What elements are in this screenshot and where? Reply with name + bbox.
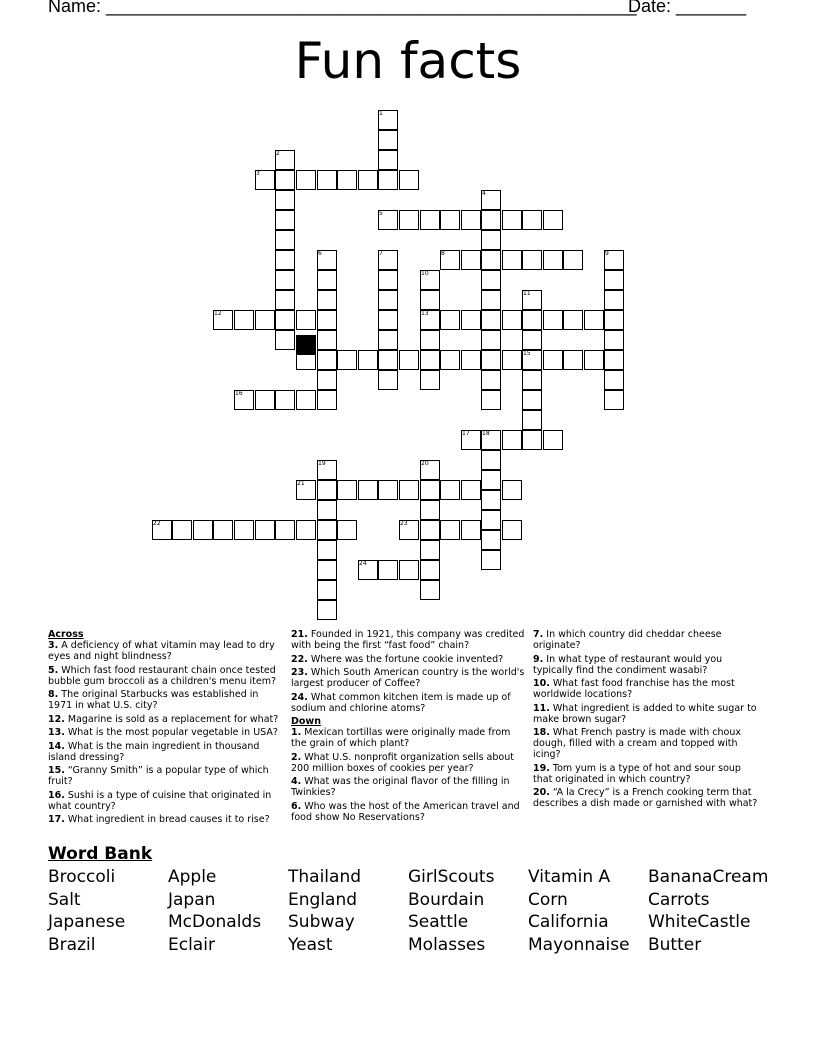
clue — [291, 727, 527, 749]
crossword-cell[interactable] — [563, 350, 583, 370]
crossword-cell[interactable] — [399, 210, 419, 230]
crossword-cell[interactable] — [522, 330, 542, 350]
word-bank-word: Vitamin A — [528, 867, 611, 887]
clue-section-heading: Across — [48, 629, 84, 640]
crossword-cell[interactable] — [317, 330, 337, 350]
clue-number: 4. — [291, 776, 302, 787]
crossword-cell[interactable] — [275, 250, 295, 270]
clue-number: 7 — [379, 250, 383, 257]
crossword-cell[interactable] — [275, 310, 295, 330]
crossword-cell[interactable] — [481, 330, 501, 350]
clue-number: 12 — [214, 310, 222, 317]
crossword-cell[interactable] — [543, 310, 563, 330]
crossword-cell[interactable] — [317, 270, 337, 290]
clue-text: Tom yum is a type of hot and sour soup that originated in which country? — [533, 762, 741, 785]
clue — [533, 787, 763, 809]
clue-number: 16. — [48, 789, 65, 801]
crossword-cell[interactable] — [440, 520, 460, 540]
crossword-cell[interactable] — [275, 290, 295, 310]
crossword-cell[interactable] — [522, 410, 542, 430]
clue — [48, 714, 284, 725]
clue — [291, 752, 527, 774]
clue-text: In which country did cheddar cheese originate? — [533, 629, 722, 651]
clue-number: 10. — [533, 678, 550, 689]
word-bank-word: Yeast — [288, 935, 333, 956]
word-bank — [48, 867, 768, 958]
crossword-cell[interactable] — [440, 210, 460, 230]
clue — [533, 678, 763, 700]
crossword-cell[interactable] — [275, 270, 295, 290]
crossword-cell[interactable] — [420, 500, 440, 520]
word-bank-word: Carrots — [648, 889, 710, 910]
clue-number: 24 — [359, 560, 367, 567]
crossword-cell[interactable] — [481, 450, 501, 470]
clue — [291, 776, 527, 798]
clues-column-3 — [533, 629, 763, 812]
crossword-cell[interactable] — [522, 370, 542, 390]
word-bank-word: Subway — [288, 912, 355, 933]
crossword-cell[interactable] — [317, 310, 337, 330]
clue-text: Which South American country is the world's largest producer of Coffee? — [291, 667, 525, 689]
clue-number: 13. — [48, 727, 65, 738]
crossword-cell[interactable] — [317, 600, 337, 620]
clue — [48, 790, 284, 812]
crossword-cell[interactable] — [481, 350, 501, 370]
crossword-cell[interactable] — [378, 170, 398, 190]
word-bank-word: Salt — [48, 889, 81, 910]
crossword-cell[interactable] — [420, 210, 440, 230]
crossword-cell[interactable] — [172, 520, 192, 540]
word-bank-word: WhiteCastle — [648, 912, 751, 933]
crossword-cell[interactable] — [317, 500, 337, 520]
crossword-cell[interactable] — [275, 330, 295, 350]
word-bank-word: McDonalds — [168, 912, 262, 933]
crossword-cell[interactable] — [420, 580, 440, 600]
clue-number: 18 — [482, 430, 490, 437]
crossword-cell[interactable] — [317, 370, 337, 390]
clue-text: “Granny Smith” is a popular type of which fruit? — [48, 765, 269, 787]
clue-text: A deficiency of what vitamin may lead to dry eyes and night blindness? — [48, 640, 275, 662]
crossword-cell[interactable] — [522, 430, 542, 450]
crossword-cell[interactable] — [317, 170, 337, 190]
crossword-cell[interactable] — [461, 350, 481, 370]
clue-number: 2 — [276, 150, 280, 157]
crossword-cell[interactable] — [420, 540, 440, 560]
clue-number: 13 — [421, 310, 429, 317]
crossword-cell[interactable] — [481, 370, 501, 390]
clue-text: What fast food franchise has the most worldwide locations? — [533, 678, 735, 700]
crossword-cell[interactable] — [378, 560, 398, 580]
crossword-cell[interactable] — [584, 310, 604, 330]
crossword-cell[interactable] — [378, 310, 398, 330]
word-bank-word: Butter — [648, 935, 702, 956]
word-bank-word: Molasses — [408, 935, 486, 956]
crossword-cell[interactable] — [296, 310, 316, 330]
word-bank-word: Mayonnaise — [528, 935, 630, 956]
crossword-cell[interactable] — [296, 520, 316, 540]
crossword-cell[interactable] — [317, 350, 337, 370]
crossword-cell[interactable] — [193, 520, 213, 540]
crossword-cell[interactable] — [317, 540, 337, 560]
crossword-cell[interactable] — [275, 190, 295, 210]
clue-number: 23. — [291, 667, 308, 678]
clues-column-1 — [48, 629, 284, 828]
clue-text: What U.S. nonprofit organization sells about 200 million boxes of cookies per year? — [291, 751, 514, 774]
crossword-cell[interactable] — [420, 560, 440, 580]
page-title: Fun facts — [294, 32, 522, 90]
crossword-cell[interactable] — [337, 520, 357, 540]
clue-number: 19. — [533, 762, 550, 774]
crossword-cell[interactable] — [234, 520, 254, 540]
clue-text: What common kitchen item is made up of sodium and chlorine atoms? — [291, 691, 511, 714]
clue-text: The original Starbucks was established in 1971 in what U.S. city? — [48, 689, 259, 711]
clue-text: Who was the host of the American travel and food show No Reservations? — [291, 800, 520, 823]
crossword-cell[interactable] — [255, 310, 275, 330]
clue-text: What was the original flavor of the filling in Twinkies? — [291, 776, 510, 798]
crossword-cell[interactable] — [296, 170, 316, 190]
crossword-cell[interactable] — [461, 250, 481, 270]
clue-number: 12. — [48, 713, 65, 725]
clue — [533, 629, 763, 651]
word-bank-word: Japan — [168, 889, 216, 910]
crossword-cell[interactable] — [337, 350, 357, 370]
clue — [291, 692, 527, 714]
clue — [48, 765, 284, 787]
crossword-cell[interactable] — [420, 350, 440, 370]
clues-column-2 — [291, 629, 527, 825]
crossword-cell[interactable] — [563, 310, 583, 330]
clue-number: 24. — [291, 691, 308, 703]
clue — [291, 801, 527, 823]
crossword-cell[interactable] — [275, 230, 295, 250]
clue-number: 7. — [533, 629, 544, 640]
clue-number: 21 — [297, 480, 305, 487]
clue — [533, 763, 763, 785]
crossword-cell[interactable] — [502, 350, 522, 370]
crossword-cell[interactable] — [502, 250, 522, 270]
crossword-cell[interactable] — [481, 470, 501, 490]
crossword-cell[interactable] — [481, 390, 501, 410]
crossword-cell[interactable] — [317, 390, 337, 410]
crossword-cell[interactable] — [481, 210, 501, 230]
clue — [291, 667, 527, 689]
crossword-cell[interactable] — [461, 520, 481, 540]
clue-number: 6 — [318, 250, 322, 257]
crossword-cell[interactable] — [399, 560, 419, 580]
crossword-cell[interactable] — [563, 250, 583, 270]
word-bank-word: Corn — [528, 889, 568, 910]
word-bank-word: GirlScouts — [408, 867, 495, 887]
crossword-cell[interactable] — [255, 390, 275, 410]
clue-number: 14 — [297, 350, 305, 357]
crossword-cell[interactable] — [481, 250, 501, 270]
clue-text: In what type of restaurant would you typically find the condiment wasabi? — [533, 653, 723, 676]
clue — [533, 654, 763, 676]
crossword-cell[interactable] — [604, 310, 624, 330]
crossword-cell[interactable] — [317, 480, 337, 500]
crossword-cell[interactable] — [502, 210, 522, 230]
word-bank-word: Broccoli — [48, 867, 116, 887]
crossword-cell[interactable] — [420, 290, 440, 310]
word-bank-word: Brazil — [48, 935, 96, 956]
crossword-cell[interactable] — [522, 310, 542, 330]
clue-number: 21. — [291, 629, 308, 640]
clue — [48, 640, 284, 662]
clue-section-heading: Down — [291, 716, 321, 727]
word-bank-word: Eclair — [168, 935, 215, 956]
clue-number: 20 — [421, 460, 429, 467]
clue-number: 3 — [256, 170, 260, 177]
clue — [48, 727, 284, 738]
crossword-cell[interactable] — [481, 290, 501, 310]
crossword-cell[interactable] — [275, 210, 295, 230]
clue-number: 11 — [523, 290, 531, 297]
clue-number: 23 — [400, 520, 408, 527]
clue — [48, 665, 284, 687]
clue-text: What is the most popular vegetable in USA? — [67, 727, 278, 738]
word-bank-word: Seattle — [408, 912, 469, 933]
crossword-cell[interactable] — [543, 350, 563, 370]
date-field[interactable]: Date: _______ — [628, 0, 747, 16]
clue-number: 11. — [533, 702, 550, 714]
crossword-cell[interactable] — [502, 520, 522, 540]
clue — [533, 703, 763, 725]
crossword-cell[interactable] — [317, 580, 337, 600]
crossword-cell[interactable] — [461, 480, 481, 500]
clue-number: 20. — [533, 787, 550, 798]
clue-text: Magarine is sold as a replacement for what? — [67, 713, 279, 725]
crossword-cell[interactable] — [522, 250, 542, 270]
word-bank-word: BananaCream — [648, 867, 769, 887]
clue-text: What ingredient is added to white sugar to make brown sugar? — [533, 702, 757, 725]
crossword-cell[interactable] — [440, 310, 460, 330]
clue — [48, 814, 284, 825]
clue — [48, 689, 284, 711]
crossword-cell[interactable] — [543, 430, 563, 450]
clue-text: Mexican tortillas were originally made from the grain of which plant? — [291, 727, 511, 749]
word-bank-word: Apple — [168, 867, 217, 887]
clue-number: 17 — [462, 430, 470, 437]
crossword-cell[interactable] — [543, 250, 563, 270]
clue-number: 9. — [533, 653, 544, 665]
crossword-cell[interactable] — [378, 330, 398, 350]
word-bank-title: Word Bank — [48, 844, 153, 864]
clue-number: 4 — [482, 190, 486, 197]
word-bank-word: Japanese — [48, 912, 126, 933]
crossword-cell[interactable] — [481, 490, 501, 510]
clue-text: Where was the fortune cookie invented? — [310, 653, 504, 665]
clue-number: 3. — [48, 640, 59, 651]
clue — [291, 629, 527, 651]
clue-text: What ingredient in bread causes it to rise? — [67, 814, 270, 825]
crossword-cell[interactable] — [378, 350, 398, 370]
clue-number: 15 — [523, 350, 531, 357]
crossword-cell[interactable] — [378, 150, 398, 170]
crossword-cell[interactable] — [481, 530, 501, 550]
crossword-cell[interactable] — [317, 560, 337, 580]
clue-number: 15. — [48, 765, 65, 776]
clue-number: 5. — [48, 664, 59, 676]
crossword-cell[interactable] — [378, 370, 398, 390]
crossword-cell[interactable] — [275, 170, 295, 190]
crossword-cell[interactable] — [440, 480, 460, 500]
crossword-cell[interactable] — [461, 310, 481, 330]
crossword-cell[interactable] — [337, 170, 357, 190]
crossword-cell[interactable] — [604, 290, 624, 310]
clue-number: 16 — [235, 390, 243, 397]
clue-number: 14. — [48, 740, 65, 752]
clue-number: 5 — [379, 210, 383, 217]
crossword-cell[interactable] — [604, 370, 624, 390]
crossword-cell[interactable] — [481, 510, 501, 530]
clue-number: 18. — [533, 727, 550, 738]
crossword-cell[interactable] — [604, 350, 624, 370]
crossword-cell[interactable] — [296, 390, 316, 410]
crossword-cell[interactable] — [461, 210, 481, 230]
clue-number: 22 — [153, 520, 161, 527]
crossword-cell[interactable] — [604, 270, 624, 290]
clue-text: Founded in 1921, this company was credited with being the first “fast food” chain? — [291, 629, 525, 651]
crossword-cell[interactable] — [604, 390, 624, 410]
crossword-cell[interactable] — [481, 550, 501, 570]
name-field[interactable]: Name: _____________________________________________________ — [48, 0, 637, 16]
crossword-cell[interactable] — [420, 330, 440, 350]
crossword-cell[interactable] — [399, 350, 419, 370]
crossword-cell[interactable] — [255, 520, 275, 540]
crossword-cell[interactable] — [378, 270, 398, 290]
crossword-cell[interactable] — [420, 520, 440, 540]
crossword-cell[interactable] — [378, 480, 398, 500]
clue-number: 9 — [605, 250, 609, 257]
clue-number: 1 — [379, 110, 383, 117]
header — [48, 0, 747, 17]
clue-number: 8 — [441, 250, 445, 257]
clue-text: Which fast food restaurant chain once tested bubble gum broccoli as a children's menu item? — [48, 664, 277, 687]
crossword-cell[interactable] — [213, 520, 233, 540]
clue-number: 22. — [291, 653, 308, 665]
clue-number: 6. — [291, 800, 302, 812]
crossword-cell[interactable] — [543, 210, 563, 230]
crossword-cell[interactable] — [317, 520, 337, 540]
crossword-cell[interactable] — [234, 310, 254, 330]
crossword-cell[interactable] — [522, 390, 542, 410]
crossword-cell[interactable] — [399, 170, 419, 190]
crossword-cell[interactable] — [481, 270, 501, 290]
crossword-cell[interactable] — [604, 330, 624, 350]
crossword-cell[interactable] — [358, 350, 378, 370]
crossword-cell[interactable] — [522, 210, 542, 230]
crossword-cell[interactable] — [420, 370, 440, 390]
crossword-cell[interactable] — [317, 290, 337, 310]
crossword-cell[interactable] — [275, 390, 295, 410]
word-bank-word: Thailand — [288, 867, 362, 887]
crossword-cell[interactable] — [584, 350, 604, 370]
clue — [291, 654, 527, 665]
crossword-cell[interactable] — [358, 480, 378, 500]
crossword-cell[interactable] — [420, 480, 440, 500]
clue-number: 10 — [421, 270, 429, 277]
clue-number: 1. — [291, 727, 302, 738]
clue-number: 8. — [48, 689, 59, 700]
crossword-cell[interactable] — [502, 310, 522, 330]
word-bank-word: California — [528, 912, 609, 933]
crossword-cell[interactable] — [481, 310, 501, 330]
clue-text: What is the main ingredient in thousand island dressing? — [48, 740, 260, 763]
crossword-cell[interactable] — [378, 130, 398, 150]
clue-text: “A la Crecy” is a French cooking term that describes a dish made or garnished with what? — [533, 787, 758, 809]
crossword-cell[interactable] — [275, 520, 295, 540]
crossword-cell[interactable] — [481, 230, 501, 250]
crossword-cell[interactable] — [502, 430, 522, 450]
clue-text: Sushi is a type of cuisine that originated in what country? — [48, 789, 272, 812]
word-bank-word: England — [288, 889, 358, 910]
crossword-cell[interactable] — [378, 290, 398, 310]
crossword-cell[interactable] — [502, 480, 522, 500]
crossword-cell[interactable] — [337, 480, 357, 500]
crossword-cell[interactable] — [399, 480, 419, 500]
crossword-cell[interactable] — [440, 350, 460, 370]
clue-number: 17. — [48, 814, 65, 825]
clue — [533, 727, 763, 760]
clue-number: 2. — [291, 751, 302, 763]
clue-text: What French pastry is made with choux dough, filled with a cream and topped with icing? — [533, 727, 741, 760]
clue — [48, 741, 284, 763]
word-bank-word: Bourdain — [408, 889, 485, 910]
crossword-cell[interactable] — [358, 170, 378, 190]
clue-number: 19 — [318, 460, 326, 467]
